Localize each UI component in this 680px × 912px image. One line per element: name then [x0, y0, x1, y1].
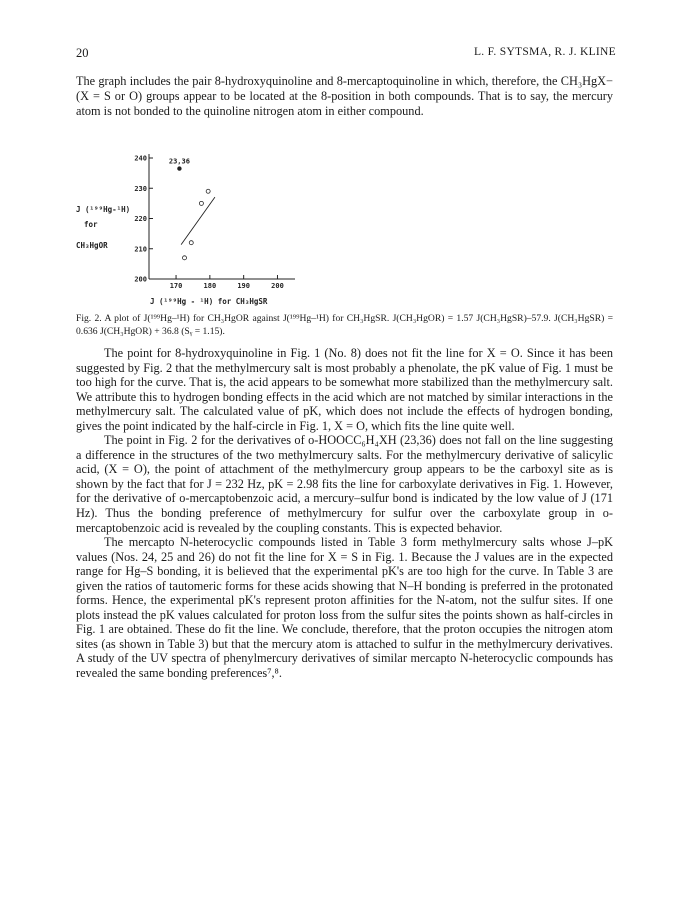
data-point-filled [178, 167, 182, 171]
y-tick-label: 220 [134, 215, 147, 223]
x-tick-label: 180 [203, 282, 217, 290]
y-tick-label: 200 [134, 275, 147, 284]
y-axis-label-line-2: for [84, 220, 98, 229]
intro-paragraph: The graph includes the pair 8-hydroxyquinoline and 8-mercaptoquinoline in which, therefore, the CH₃HgX−(X = S or O) groups appear to be located at the 8-position in both compounds. That is to say, the mercury atom is not bonded to the quinoline nitrogen atom in either compound. [76, 74, 613, 118]
fit-line [181, 197, 215, 244]
y-tick-label: 230 [134, 184, 147, 193]
point-annotation: 23,36 [168, 157, 190, 166]
page-number: 20 [76, 46, 89, 60]
data-point-open [199, 201, 203, 205]
figure-2 [76, 150, 613, 320]
paragraph-3: The mercapto N-heterocyclic compounds listed in Table 3 form methylmercury salts whose J–pK values (Nos. 24, 25 and 26) do not fit the line for X = S in Fig. 1. Because the J values are in the expected range for Hg–S bonding, it is believed that the experimental pK's are too high for the curve. In Table 3 are given the ratios of tautomeric forms for these acids showing that N–H bonding is preferred in the protonated forms. Hence, the experimental pK's represent proton affinities for the N-atom, not the sulfur sites. If one plots instead the pK values calculated for proton loss from the sulfur sites the points shown as half-circles in Fig. 1 are obtained. These do fit the line. We conclude, therefore, that the proton occupies the nitrogen atom sites (as shown in Table 3) but that the mercury atom is attached to sulfur in the methylmercury derivatives. A study of the UV spectra of phenylmercury derivatives of similar mercapto N-heterocyclic compounds has revealed the same bonding preferences⁷,⁸. [76, 535, 613, 681]
scatter-plot [76, 150, 613, 320]
y-axis-label-line-1: J (¹⁹⁹Hg-¹H) [76, 205, 131, 214]
data-point-open [183, 256, 187, 260]
y-axis-label-line-3: CH₃HgOR [76, 241, 108, 250]
paragraph-1: The point for 8-hydroxyquinoline in Fig. 1 (No. 8) does not fit the line for X = O. Since it has been suggested by Fig. 2 that the methylmercury salt is most probably a phenolate, the pK value of Fig. 1 must be too high for the curve. That is, the acid appears to be somewhat more stabilized than the methylmercury salt. We attribute this to hydrogen bonding effects in the acid which are not matched by similar interactions in the methylmercury salt. The calculated value of pK, which does not include the effects of hydrogen bonding, gives the point indicated by the half-circle in Fig. 1, X = O, which fits the line quite well. [76, 346, 613, 433]
data-point-open [206, 189, 210, 193]
x-tick-label: 170 [169, 282, 183, 290]
x-axis-label: J (¹⁹⁹Hg - ¹H) for CH₃HgSR [150, 297, 268, 306]
y-tick-label: 210 [134, 245, 147, 254]
x-tick-label: 190 [237, 282, 250, 290]
x-tick-label: 200 [271, 282, 284, 290]
figure-caption: Fig. 2. A plot of J(¹⁹⁹Hg–¹H) for CH₃HgOR against J(¹⁹⁹Hg–¹H) for CH₃HgSR. J(CH₃HgOR) = 1.57 J(CH₃HgSR)–57.9. J(CH₃HgSR) = 0.636 J(CH₃HgOR) + 36.8 (Sᵧ = 1.15). [76, 313, 613, 337]
paragraph-2: The point in Fig. 2 for the derivatives of o-HOOCC₆H₄XH (23,36) does not fall on the line suggesting a difference in the structures of the two methylmercury salts. For the methylmercury derivative of salicylic acid, (X = O), the point of attachment of the methylmercury group appears to be the carboxyl site as is shown by the fact that for J = 232 Hz, pK = 2.98 fits the line for carboxylate derivatives in Fig. 1. However, for the derivative of o-mercaptobenzoic acid, a mercury–sulfur bond is indicated by the low value of J (171 Hz). Thus the bonding preference of methylmercury for sulfur over the carboxylate group in o-mercaptobenzoic acid is revealed by the coupling constants. This is expected behavior. [76, 433, 613, 535]
data-point-open [189, 241, 193, 245]
body-text [76, 346, 613, 681]
y-tick-label: 240 [134, 154, 147, 163]
running-head: L. F. SYTSMA, R. J. KLINE [473, 46, 616, 58]
